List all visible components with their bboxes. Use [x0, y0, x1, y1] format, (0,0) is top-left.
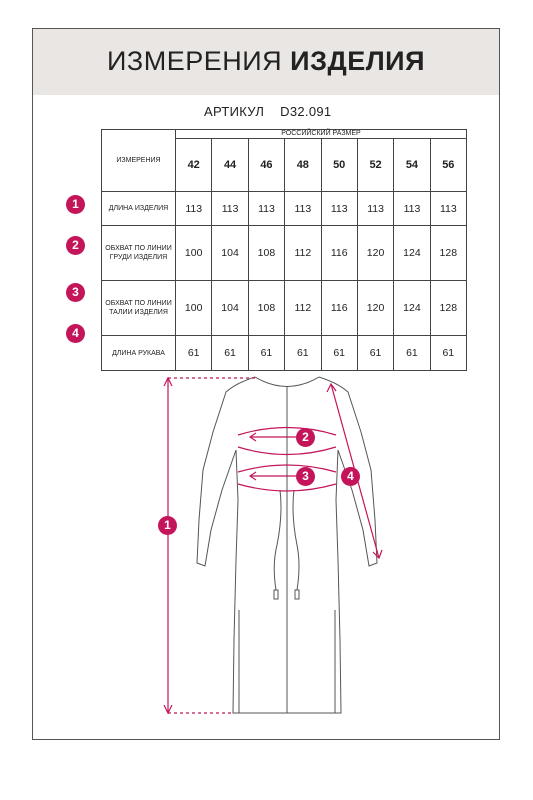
table-cell: 113 [176, 192, 212, 226]
table-cell: 108 [248, 226, 284, 281]
size-cell: 48 [285, 139, 321, 192]
chest-marker-badge: 2 [296, 428, 315, 447]
article-label: АРТИКУЛ [204, 104, 265, 119]
table-cell: 61 [430, 336, 466, 371]
row-number-badge: 4 [66, 324, 85, 343]
table-cell: 113 [430, 192, 466, 226]
table-cell: 120 [357, 281, 393, 336]
row-label: ДЛИНА ИЗДЕЛИЯ [102, 192, 176, 226]
row-number-badge: 3 [66, 283, 85, 302]
size-group-header: РОССИЙСКИЙ РАЗМЕР [176, 130, 467, 139]
table-cell: 61 [248, 336, 284, 371]
row-label: ОБХВАТ ПО ЛИНИИ ТАЛИИ ИЗДЕЛИЯ [102, 281, 176, 336]
size-cell: 46 [248, 139, 284, 192]
table-cell: 116 [321, 281, 357, 336]
size-cell: 42 [176, 139, 212, 192]
size-cell: 54 [394, 139, 430, 192]
table-cell: 61 [357, 336, 393, 371]
row-label: ДЛИНА РУКАВА [102, 336, 176, 371]
table-cell: 113 [212, 192, 248, 226]
table-cell: 104 [212, 281, 248, 336]
table-cell: 113 [357, 192, 393, 226]
table-cell: 61 [285, 336, 321, 371]
table-cell: 112 [285, 281, 321, 336]
title-bold: ИЗДЕЛИЯ [290, 46, 425, 76]
table-cell: 113 [285, 192, 321, 226]
table-cell: 112 [285, 226, 321, 281]
table-cell: 100 [176, 281, 212, 336]
table-cell: 116 [321, 226, 357, 281]
row-label: ОБХВАТ ПО ЛИНИИ ГРУДИ ИЗДЕЛИЯ [102, 226, 176, 281]
table-cell: 113 [321, 192, 357, 226]
table-cell: 108 [248, 281, 284, 336]
table-cell: 113 [394, 192, 430, 226]
size-cell: 50 [321, 139, 357, 192]
length-marker [164, 378, 255, 713]
table-cell: 124 [394, 226, 430, 281]
article-code: D32.091 [280, 104, 332, 119]
title-light: ИЗМЕРЕНИЯ [107, 46, 283, 76]
table-cell: 120 [357, 226, 393, 281]
table-cell: 61 [212, 336, 248, 371]
size-cell: 44 [212, 139, 248, 192]
table-cell: 128 [430, 281, 466, 336]
table-cell: 113 [248, 192, 284, 226]
size-cell: 52 [357, 139, 393, 192]
table-cell: 104 [212, 226, 248, 281]
table-cell: 61 [321, 336, 357, 371]
waist-marker-badge: 3 [296, 467, 315, 486]
size-cell: 56 [430, 139, 466, 192]
measure-header: ИЗМЕРЕНИЯ [102, 130, 176, 192]
row-number-badge: 2 [66, 236, 85, 255]
table-cell: 61 [394, 336, 430, 371]
row-number-badge: 1 [66, 195, 85, 214]
sleeve-marker-badge: 4 [341, 467, 360, 486]
length-marker-badge: 1 [158, 516, 177, 535]
table-cell: 61 [176, 336, 212, 371]
table-cell: 128 [430, 226, 466, 281]
table-cell: 124 [394, 281, 430, 336]
table-cell: 100 [176, 226, 212, 281]
